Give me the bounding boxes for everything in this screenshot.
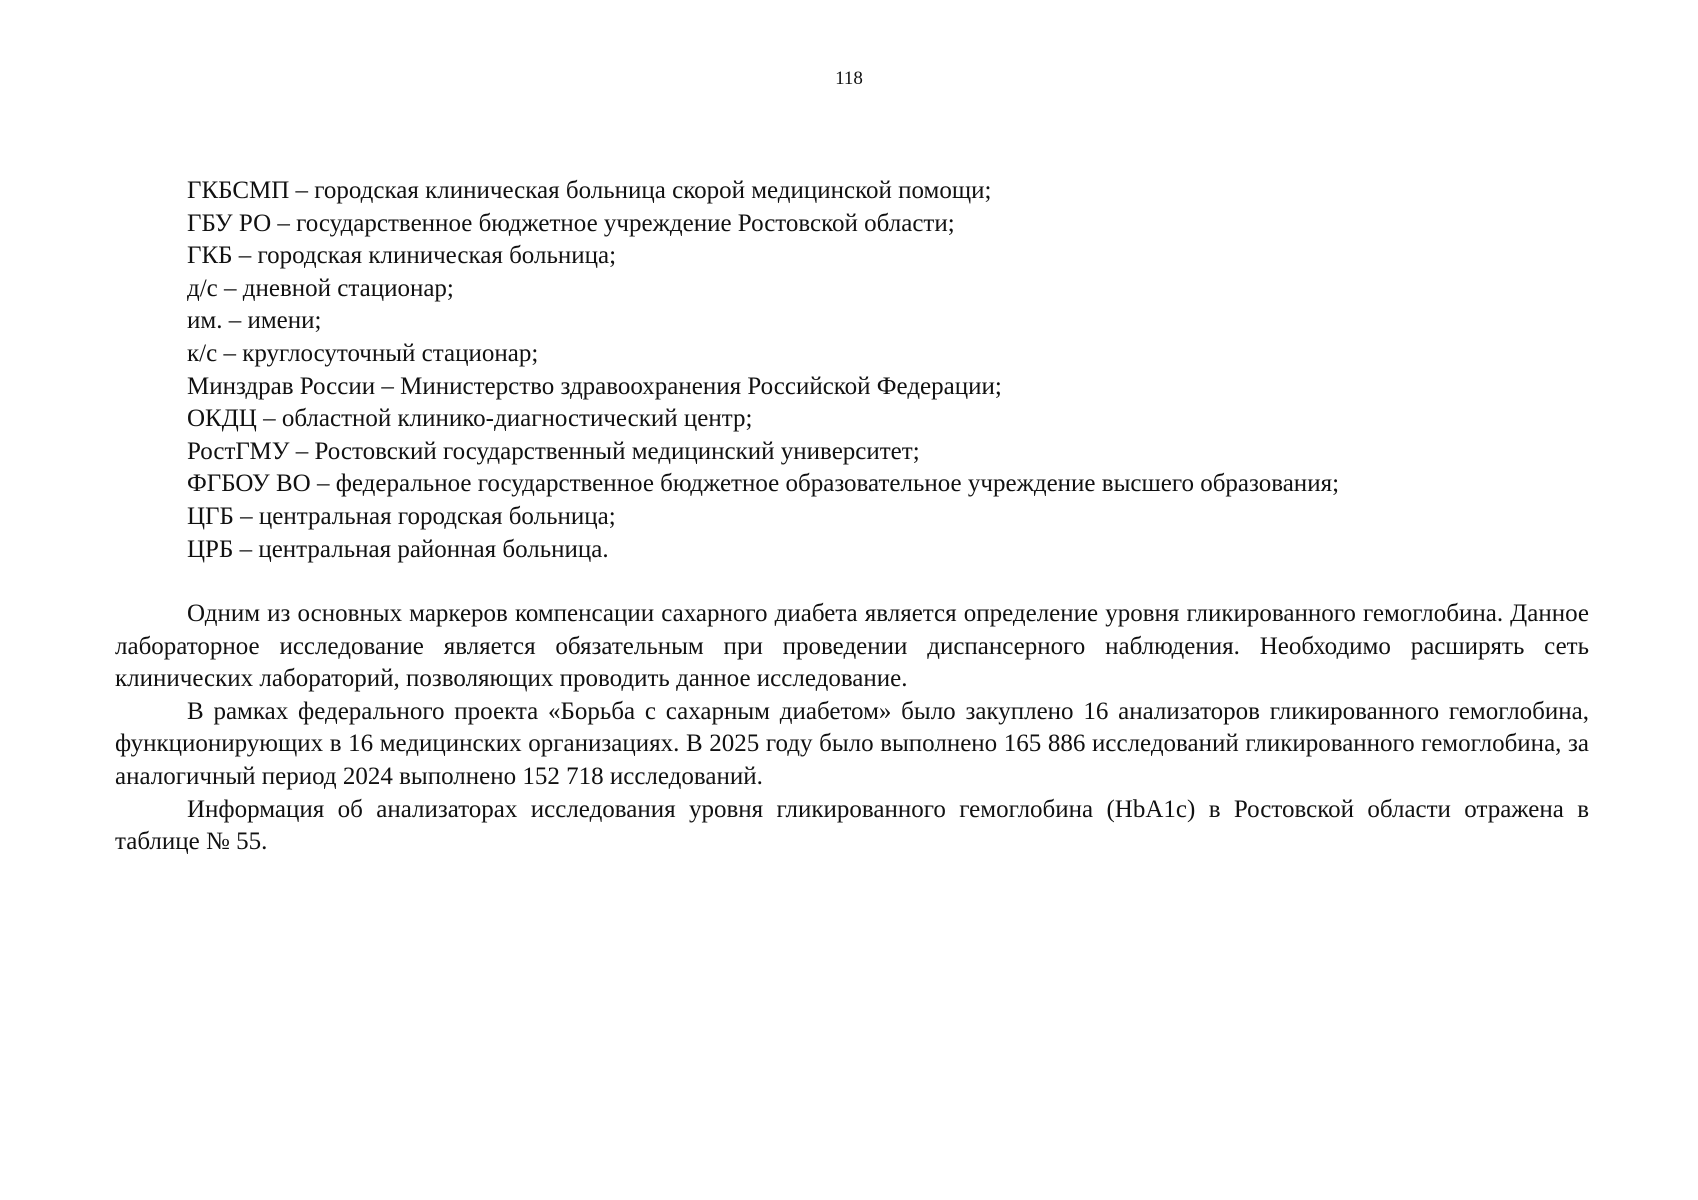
abbreviation-item: ЦРБ – центральная районная больница. <box>187 535 609 563</box>
abbreviation-item: ГКБСМП – городская клиническая больница скорой медицинской помощи; <box>187 177 992 204</box>
abbreviation-item: им. – имени; <box>187 307 322 335</box>
abbreviation-item: ФГБОУ ВО – федеральное государственное бюджетное образовательное учреждение высшего образования; <box>187 470 1340 498</box>
abbreviation-item: ЦГБ – центральная городская больница; <box>187 502 616 530</box>
abbreviation-item: РостГМУ – Ростовский государственный медицинский университет; <box>187 437 920 465</box>
paragraph: Одним из основных маркеров компенсации сахарного диабета является определение уровня гликированного гемоглобина. Данное лабораторное исследование является обязательным при проведении диспансерного наблюдения. Необходимо расширять сеть клинических лабораторий, позволяющих проводить данное исследование. <box>115 600 1589 693</box>
abbreviation-item: к/с – круглосуточный стационар; <box>187 339 539 367</box>
abbreviation-item: ГКБ – городская клиническая больница; <box>187 242 617 270</box>
body-text <box>115 598 1589 859</box>
abbreviation-item: д/с – дневной стационар; <box>187 274 454 302</box>
abbreviation-item: Минздрав России – Министерство здравоохранения Российской Федерации; <box>187 372 1002 400</box>
paragraph: Информация об анализаторах исследования уровня гликированного гемоглобина (HbA1c) в Ростовской области отражена в таблице № 55. <box>115 795 1589 856</box>
page-number: 118 <box>835 68 863 89</box>
abbreviation-list <box>187 175 1607 566</box>
abbreviation-item: ГБУ РО – государственное бюджетное учреждение Ростовской области; <box>187 209 955 237</box>
abbreviation-item: ОКДЦ – областной клинико-диагностический центр; <box>187 405 753 433</box>
paragraph: В рамках федерального проекта «Борьба с сахарным диабетом» было закуплено 16 анализаторов гликированного гемоглобина, функционирующих в 16 медицинских организациях. В 2025 году было выполнено 165 886 исследований гликированного гемоглобина, за аналогичный период 2024 выполнено 152 718 исследований. <box>115 697 1589 790</box>
